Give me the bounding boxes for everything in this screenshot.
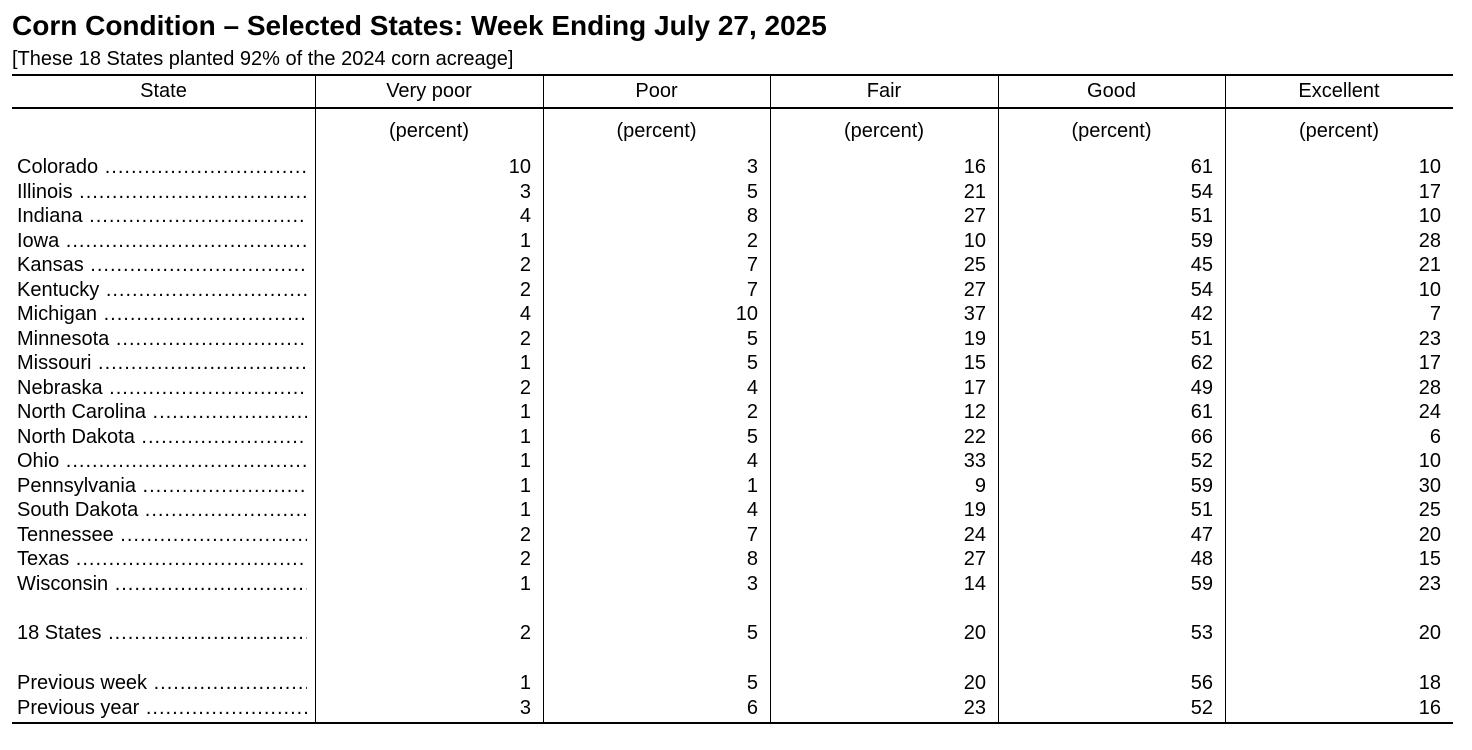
condition-value: 3 [519,180,531,203]
condition-value: 10 [508,156,531,178]
state-name: Pennsylvania ..... [17,475,307,498]
table-row [12,499,1453,523]
condition-value: 8 [746,205,758,227]
comparison-row [12,697,1453,721]
condition-value: 7 [746,254,758,276]
total-value: 2 [519,622,531,644]
condition-value: 51 [1190,205,1213,227]
state-name: Minnesota ..... [17,328,307,351]
condition-value: 49 [1190,376,1213,399]
state-name: Kansas ..... [17,254,307,277]
state-name: Indiana ..... [17,205,307,228]
condition-value: 1 [519,352,531,374]
condition-value: 5 [746,352,758,374]
condition-value: 17 [1418,352,1441,374]
condition-value: 54 [1190,278,1213,301]
unit-label-fair: (percent) [843,120,925,142]
condition-value: 62 [1190,352,1213,374]
comparison-value: 1 [519,672,531,694]
table-row [12,254,1453,278]
state-name: Texas ..... [17,548,307,571]
condition-value: 59 [1190,229,1213,252]
col-header-state: State [140,80,187,102]
unit-label-poor: (percent) [616,120,697,142]
condition-value: 2 [746,401,758,423]
table-row [12,475,1453,499]
condition-value: 10 [1418,450,1441,472]
condition-value: 3 [746,572,758,595]
condition-value: 27 [963,205,986,227]
condition-value: 1 [519,401,531,423]
table-row [12,230,1453,254]
state-name: Previous year ..... [17,697,307,720]
table-row [12,548,1453,572]
table-row [12,450,1453,474]
condition-value: 20 [1418,523,1441,546]
condition-value: 15 [1418,548,1441,570]
comparison-value: 18 [1418,672,1441,694]
total-value: 20 [963,622,986,644]
condition-value: 1 [519,425,531,448]
condition-value: 3 [746,156,758,178]
condition-value: 10 [1418,205,1441,227]
condition-value: 45 [1190,254,1213,276]
state-name: South Dakota ..... [17,499,307,522]
condition-value: 59 [1190,572,1213,595]
condition-value: 25 [963,254,986,276]
unit-label-very-poor: (percent) [388,120,470,142]
col-header-fair: Fair [866,80,902,102]
condition-value: 4 [746,499,758,521]
table-row [12,328,1453,352]
condition-value: 9 [974,474,986,497]
state-name: North Dakota ..... [17,426,307,449]
comparison-value: 23 [963,696,986,719]
condition-value: 17 [1418,180,1441,203]
condition-value: 7 [1429,303,1441,325]
condition-value: 4 [519,205,531,227]
unit-label-good: (percent) [1071,120,1152,142]
condition-value: 2 [519,523,531,546]
condition-value: 15 [963,352,986,374]
condition-value: 2 [519,254,531,276]
condition-value: 2 [746,229,758,252]
condition-value: 12 [963,401,986,423]
condition-value: 5 [746,425,758,448]
comparison-value: 3 [519,696,531,719]
comparison-value: 6 [746,696,758,719]
condition-value: 1 [746,474,758,497]
col-header-excellent: Excellent [1298,80,1380,102]
total-value: 20 [1418,622,1441,644]
table-row [12,303,1453,327]
table-row [12,156,1453,180]
condition-value: 4 [746,450,758,472]
condition-value: 51 [1190,499,1213,521]
condition-value: 27 [963,278,986,301]
state-name: Illinois ..... [17,181,307,204]
comparison-value: 56 [1190,672,1213,694]
condition-value: 1 [519,474,531,497]
state-name: Previous week ..... [17,672,307,695]
condition-value: 5 [746,180,758,203]
condition-value: 1 [519,229,531,252]
table-bottom-rule [12,722,1453,724]
condition-value: 10 [1418,278,1441,301]
comparison-value: 5 [746,672,758,694]
unit-label-excellent: (percent) [1298,120,1380,142]
condition-value: 21 [1418,254,1441,276]
condition-value: 2 [519,548,531,570]
comparison-row [12,672,1453,696]
condition-value: 47 [1190,523,1213,546]
condition-value: 14 [963,572,986,595]
condition-value: 2 [519,278,531,301]
condition-value: 30 [1418,474,1441,497]
condition-value: 10 [963,229,986,252]
condition-value: 27 [963,548,986,570]
comparison-value: 16 [1418,696,1441,719]
condition-value: 23 [1418,327,1441,350]
report-subtitle: [These 18 States planted 92% of the 2024 corn acreage] [12,48,514,70]
condition-value: 19 [963,327,986,350]
state-name: Kentucky ..... [17,279,307,302]
condition-value: 8 [746,548,758,570]
condition-value: 33 [963,450,986,472]
condition-value: 19 [963,499,986,521]
condition-value: 6 [1429,425,1441,448]
table-row [12,524,1453,548]
condition-value: 1 [519,572,531,595]
condition-value: 21 [963,180,986,203]
report-title: Corn Condition – Selected States: Week Ending July 27, 2025 [12,10,827,41]
comparison-value: 20 [963,672,986,694]
total-value: 53 [1190,622,1213,644]
condition-value: 2 [519,376,531,399]
state-name: Iowa ..... [17,230,307,253]
condition-value: 51 [1190,327,1213,350]
condition-value: 22 [963,425,986,448]
condition-value: 10 [735,303,758,325]
table-row [12,401,1453,425]
table-row [12,573,1453,597]
condition-value: 61 [1190,401,1213,423]
state-name: Ohio ..... [17,450,307,473]
total-value: 5 [746,622,758,644]
state-name: Colorado ..... [17,156,307,179]
state-name: Nebraska ..... [17,377,307,400]
comparison-value: 52 [1190,696,1213,719]
col-header-poor: Poor [635,80,678,102]
condition-value: 25 [1418,499,1441,521]
table-top-rule [12,74,1453,76]
condition-value: 1 [519,450,531,472]
condition-value: 1 [519,499,531,521]
condition-value: 7 [746,278,758,301]
condition-value: 17 [963,376,986,399]
state-name: Wisconsin ..... [17,573,307,596]
state-name: North Carolina ..... [17,401,307,424]
condition-value: 52 [1190,450,1213,472]
table-row [12,352,1453,376]
header-rule [12,107,1453,109]
condition-value: 28 [1418,229,1441,252]
condition-value: 66 [1190,425,1213,448]
table-row [12,181,1453,205]
condition-value: 16 [963,156,986,178]
table-row [12,279,1453,303]
total-row [12,622,1453,646]
table-row [12,377,1453,401]
state-name: Missouri ..... [17,352,307,375]
col-header-very-poor: Very poor [386,80,472,102]
condition-value: 24 [1418,401,1441,423]
condition-value: 59 [1190,474,1213,497]
state-name: Michigan ..... [17,303,307,326]
condition-value: 23 [1418,572,1441,595]
condition-value: 10 [1418,156,1441,178]
condition-value: 48 [1190,548,1213,570]
condition-value: 42 [1190,303,1213,325]
condition-value: 24 [963,523,986,546]
condition-value: 28 [1418,376,1441,399]
condition-value: 5 [746,327,758,350]
condition-value: 7 [746,523,758,546]
condition-value: 2 [519,327,531,350]
condition-value: 54 [1190,180,1213,203]
state-name: 18 States ..... [17,622,307,645]
condition-value: 4 [746,376,758,399]
state-name: Tennessee ..... [17,524,307,547]
condition-value: 37 [963,303,986,325]
condition-value: 4 [519,303,531,325]
table-row [12,426,1453,450]
col-header-good: Good [1087,80,1136,102]
condition-value: 61 [1190,156,1213,178]
table-row [12,205,1453,229]
